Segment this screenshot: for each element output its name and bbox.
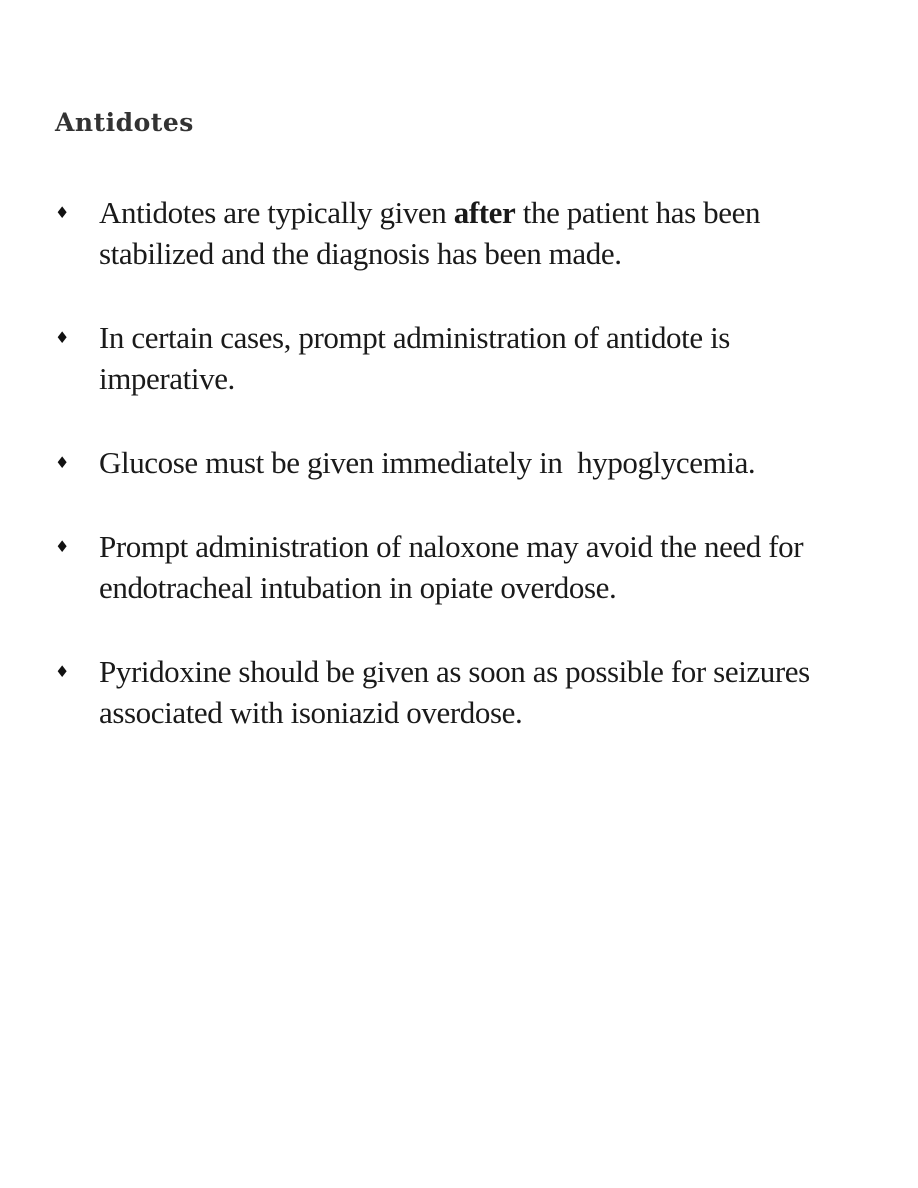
bullet-text-start: Antidotes are typically given (99, 195, 454, 230)
list-item (55, 651, 855, 733)
list-item (55, 192, 855, 274)
bullet-text-end: the patient has been stabilized and the diagnosis has been made. (99, 195, 761, 271)
bullet-text (99, 192, 855, 274)
diamond-bullet-icon: ♦ (55, 537, 70, 556)
bullet-text-emphasis: after (453, 195, 516, 230)
list-item (55, 526, 855, 608)
diamond-bullet-icon: ♦ (55, 453, 70, 472)
diamond-bullet-icon: ♦ (55, 662, 70, 681)
diamond-bullet-icon: ♦ (55, 203, 70, 222)
antidote-bullet-list (55, 192, 855, 776)
list-item (55, 317, 855, 399)
bullet-text: In certain cases, prompt administration of antidote is imperative. (99, 320, 730, 396)
bullet-text: Pyridoxine should be given as soon as possible for seizures associated with isoniazid overdose. (99, 654, 810, 730)
bullet-text: Glucose must be given immediately in hypoglycemia. (99, 445, 756, 480)
section-heading: Antidotes (55, 108, 194, 137)
diamond-bullet-icon: ♦ (55, 328, 70, 347)
bullet-text: Prompt administration of naloxone may avoid the need for endotracheal intubation in opiate overdose. (99, 529, 804, 605)
list-item (55, 442, 855, 483)
